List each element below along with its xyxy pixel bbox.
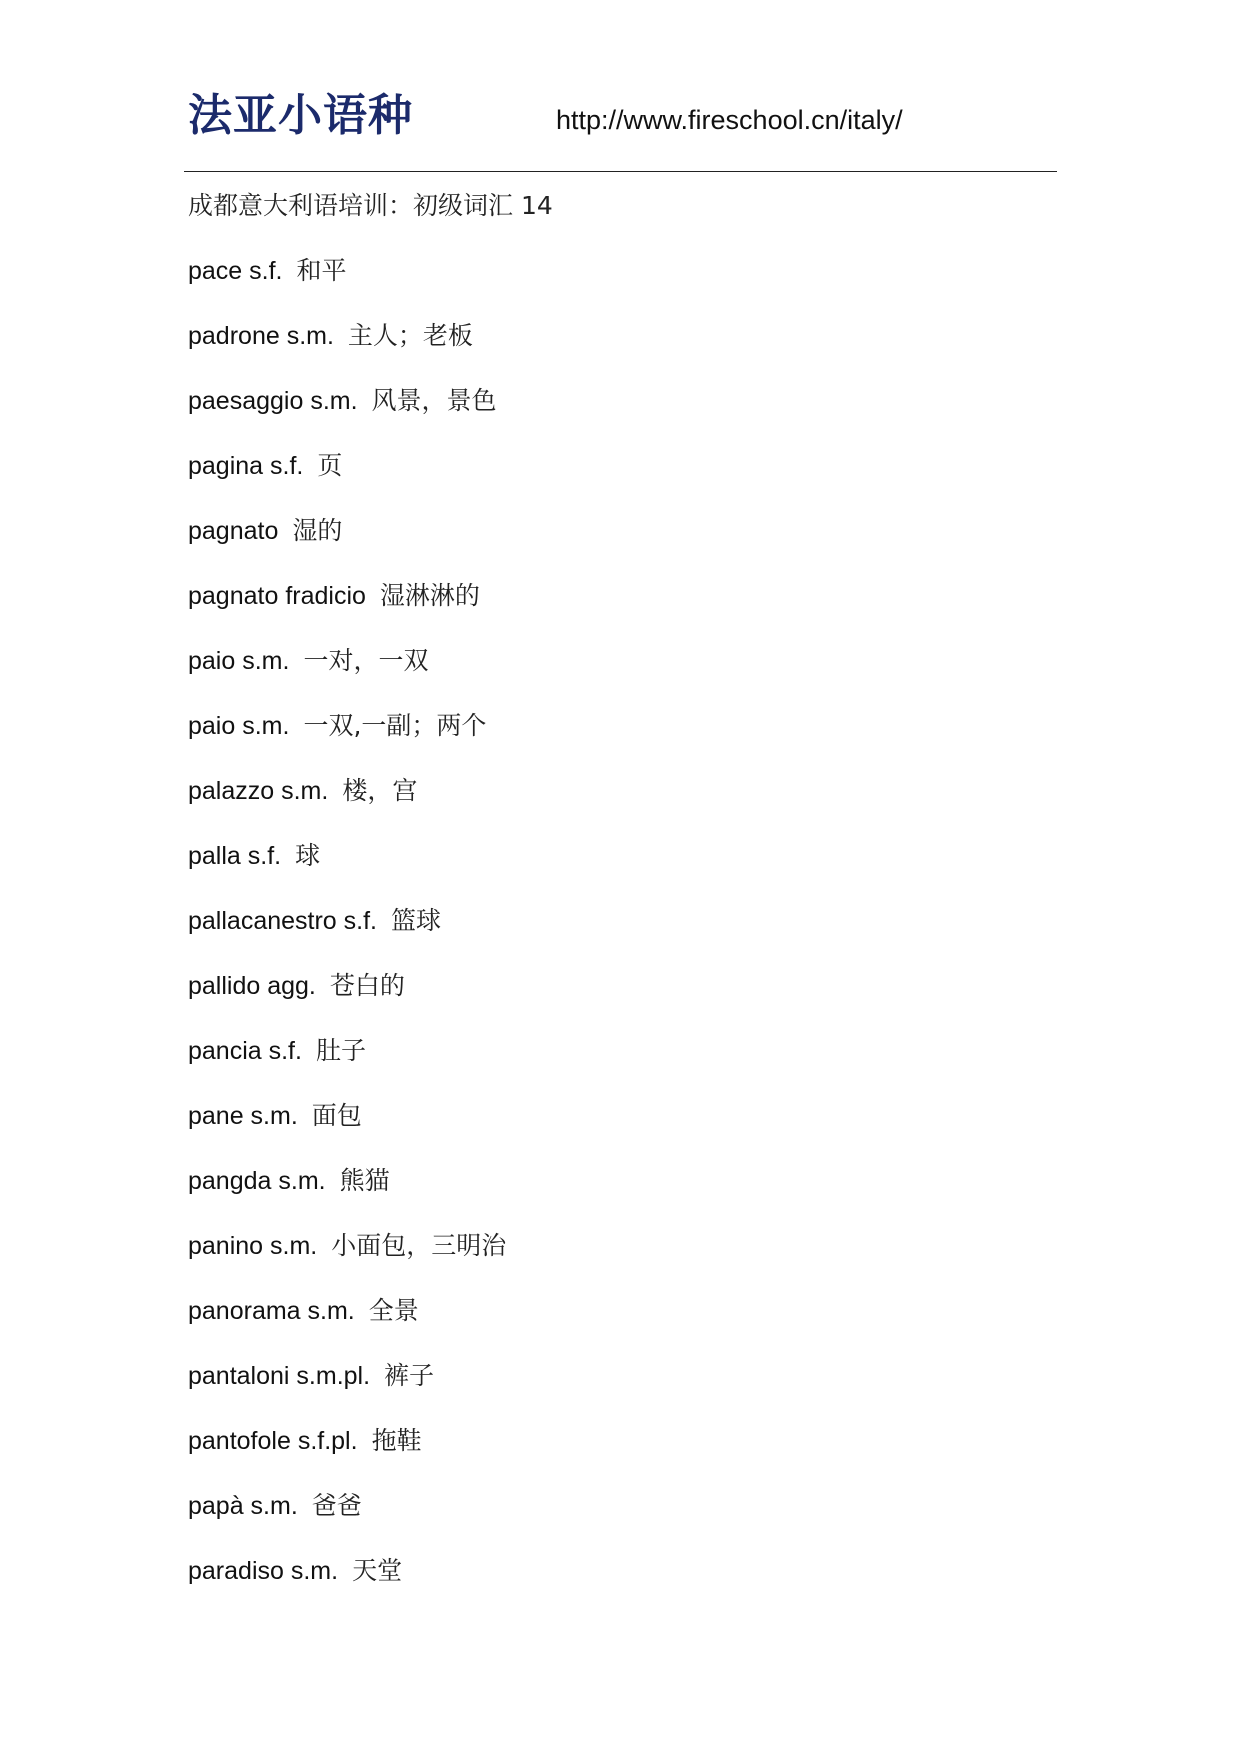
vocab-meaning: 楼，宫 xyxy=(342,776,418,805)
vocab-entry xyxy=(188,1226,1048,1291)
header-url: http://www.fireschool.cn/italy/ xyxy=(556,105,903,135)
vocab-meaning: 拖鞋 xyxy=(371,1426,422,1455)
vocab-meaning: 篮球 xyxy=(391,906,442,935)
vocab-meaning: 球 xyxy=(295,841,321,870)
vocab-entry xyxy=(188,1356,1048,1421)
vocab-entry xyxy=(188,1486,1048,1551)
vocab-term: pancia s.f. xyxy=(188,1037,302,1065)
vocab-term: palla s.f. xyxy=(188,842,282,870)
vocab-entry xyxy=(188,316,1048,381)
vocab-entry xyxy=(188,706,1048,771)
vocab-term: pagina s.f. xyxy=(188,452,304,480)
vocab-term: pallido agg. xyxy=(188,972,316,1000)
vocab-term: panino s.m. xyxy=(188,1232,318,1260)
vocab-term: papà s.m. xyxy=(188,1492,298,1520)
vocab-entry xyxy=(188,641,1048,706)
vocab-term: pagnato xyxy=(188,517,279,545)
vocab-term: pantofole s.f.pl. xyxy=(188,1427,358,1455)
vocab-meaning: 全景 xyxy=(368,1296,419,1325)
vocab-entry xyxy=(188,381,1048,446)
vocab-term: pantaloni s.m.pl. xyxy=(188,1362,371,1390)
vocab-term: panorama s.m. xyxy=(188,1297,355,1325)
vocab-term: pace s.f. xyxy=(188,257,283,285)
vocab-term: paio s.m. xyxy=(188,647,290,675)
vocab-term: palazzo s.m. xyxy=(188,777,329,805)
vocab-entry xyxy=(188,901,1048,966)
brand-title: 法亚小语种 xyxy=(188,90,413,141)
vocab-term: padrone s.m. xyxy=(188,322,334,350)
vocab-meaning: 熊猫 xyxy=(339,1166,390,1195)
vocab-meaning: 面包 xyxy=(311,1101,362,1130)
document-body xyxy=(188,186,1048,1616)
vocab-term: pagnato fradicio xyxy=(188,582,366,610)
document-title: 成都意大利语培训：初级词汇 14 xyxy=(188,191,553,220)
vocab-entry xyxy=(188,771,1048,836)
vocab-entry xyxy=(188,251,1048,316)
vocab-meaning: 页 xyxy=(317,451,343,480)
vocab-term: paradiso s.m. xyxy=(188,1557,339,1585)
vocab-entry xyxy=(188,1031,1048,1096)
vocab-meaning: 湿的 xyxy=(292,516,343,545)
vocab-entry xyxy=(188,1161,1048,1226)
vocab-meaning: 风景，景色 xyxy=(371,386,497,415)
vocab-entry xyxy=(188,446,1048,511)
vocab-entry xyxy=(188,1291,1048,1356)
vocab-meaning: 天堂 xyxy=(352,1556,403,1585)
vocab-meaning: 一双,一副；两个 xyxy=(303,711,487,740)
vocab-entry xyxy=(188,1551,1048,1616)
vocab-meaning: 苍白的 xyxy=(329,971,405,1000)
vocab-term: paesaggio s.m. xyxy=(188,387,358,415)
vocab-meaning: 肚子 xyxy=(315,1036,366,1065)
vocab-term: pallacanestro s.f. xyxy=(188,907,377,935)
header-divider xyxy=(184,171,1057,172)
vocab-meaning: 小面包，三明治 xyxy=(331,1231,507,1260)
vocab-term: pangda s.m. xyxy=(188,1167,326,1195)
vocab-meaning: 和平 xyxy=(296,256,347,285)
vocab-meaning: 湿淋淋的 xyxy=(379,581,480,610)
vocab-term: pane s.m. xyxy=(188,1102,298,1130)
vocab-entry xyxy=(188,836,1048,901)
vocab-meaning: 一对，一双 xyxy=(303,646,429,675)
vocab-entry xyxy=(188,966,1048,1031)
page-header xyxy=(188,86,1058,156)
vocab-entry xyxy=(188,1421,1048,1486)
vocab-meaning: 爸爸 xyxy=(311,1491,362,1520)
vocab-meaning: 主人；老板 xyxy=(347,321,473,350)
vocab-meaning: 裤子 xyxy=(384,1361,435,1390)
vocab-entry xyxy=(188,576,1048,641)
vocab-term: paio s.m. xyxy=(188,712,290,740)
vocab-entry xyxy=(188,511,1048,576)
vocabulary-list xyxy=(188,251,1048,1616)
vocab-entry xyxy=(188,1096,1048,1161)
